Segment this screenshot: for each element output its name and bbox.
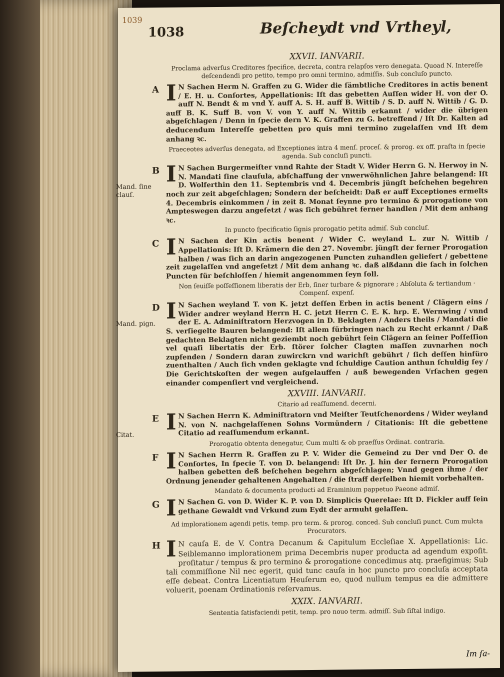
entry-letter: H bbox=[152, 541, 161, 553]
entry-letter: E bbox=[152, 414, 159, 425]
entry-letter: A bbox=[152, 85, 159, 96]
entry-letter: F bbox=[152, 453, 159, 464]
margin-label: Citat. bbox=[116, 431, 135, 440]
page-body bbox=[116, 48, 488, 619]
entry-text: N cauſa E. de V. Contra Decanum & Capitulum Eccleſiae X. Appellationis: Lic. Seiblemanno implorationem prima Decembris nuper producta ad agendum expoſit. proſitatur / tempus & pro termino & prorogatione concedimus atq. praefigimus; Sub tali commiſſione Nil nec egerit, quid tunc cauſa in hoc puncto pro concluſa acceptata eſſe debeat. Contra Licentiatum Heuſerum eo, quod nullum tempus ea die admittere voluerit, poenam Ordinationis reſervamus. bbox=[166, 536, 488, 595]
case-entry bbox=[116, 161, 488, 225]
section-intro: Sententia ſatisfaciendi petit, temp. pro nouo term. admiſſ. Sub ſiſtal indigo. bbox=[208, 607, 446, 617]
margin-note: 1039 bbox=[122, 15, 143, 25]
margin-label: Mand. pign. bbox=[116, 319, 156, 329]
section-intro: Citario ad reaſſumend. decerni. bbox=[277, 400, 377, 409]
page-number: 1038 bbox=[148, 25, 185, 41]
book-binding-shadow bbox=[0, 0, 40, 677]
case-entry bbox=[152, 80, 488, 144]
drop-cap: I bbox=[166, 80, 177, 107]
drop-cap: I bbox=[166, 448, 177, 475]
drop-cap: I bbox=[166, 234, 177, 261]
case-entry bbox=[152, 495, 488, 522]
entry-text: N Sachen Herrn K. Adminiſtratorn vnd Meiſter Teutſchenordens / Wider weyland N. von N. nachgelaſſenen Sohns Vormündern / Citationis: Iſt die gebettene Citatio ad reaſſumendum erkannt. bbox=[178, 409, 488, 438]
catchword: Im ſa- bbox=[466, 649, 490, 659]
page-title: Beſcheydt vnd Vrtheyl, bbox=[260, 17, 452, 38]
case-entry bbox=[152, 234, 488, 281]
entry-rubric: Praeceotes adverſus denegata, ad Exceptiones intra 4 menſ. proceſ. & prorog. ex off. praſta in ſpecie agenda. Sub concluſi puncti. bbox=[168, 143, 486, 161]
drop-cap: I bbox=[166, 495, 177, 522]
section-date: XXVII. IANVARII. bbox=[289, 51, 365, 63]
case-entry bbox=[152, 536, 488, 596]
drop-cap: I bbox=[166, 298, 177, 325]
entry-letter: G bbox=[152, 500, 160, 512]
entry-rubric: Mandato & documenta producti ad Eraminium pappetuo Paeone admiſ. bbox=[214, 486, 440, 496]
case-entry bbox=[152, 448, 488, 486]
entry-letter: C bbox=[152, 239, 160, 250]
entry-letter: D bbox=[152, 303, 160, 314]
entry-letter: B bbox=[152, 166, 160, 177]
entry-rubric: In puncto ſpecificatio ſignis prorogatio petita admiſ. Sub concluſ. bbox=[224, 225, 430, 235]
margin-label: Mand. ſine clauſ. bbox=[116, 182, 152, 200]
entry-rubric: Non ſeuiſſe poſſeſſionem liberatis der Erb, ſiner turbare & pignorare ; Abſoluta & tertiandum · Compenſ. expenſ. bbox=[178, 280, 476, 298]
case-entry bbox=[116, 409, 488, 440]
book-page bbox=[118, 4, 500, 672]
entry-rubric: Ad implorationem agendi petis, temp. pro term. & prorog. conced. Sub concluſi punct. Cum mulcta Procurators. bbox=[171, 518, 483, 536]
entry-text: N Sachen Burgermeiſter vnnd Rahte der Stadt V. Wider Herrn G. N. Herwoy in N. N. Mandati ſine clauſula, abſchaffung der vnwerwöhnlichen Jahre belangend: Iſt D. Wolferthin den 11. Septembris vnd 4. Decembris jüngſt beſchehen begehren noch zur zeit abgeſchlagen; Sondern der beſcheidt: Daß er auff Exceptiones ermelts 4. Decembris einkommen / in zeit 8. Monat ſeynne pro termino & prorogatione von Ampteswegen darzu angeſetzt / was ſich gebühret ferner handlen / Mit dem anhang ꝛc. bbox=[166, 161, 488, 225]
entry-text: N Sachen Herrn R. Graffen zu P. V. Wider die Gemeind zu Der vnd Der O. de Conſortes, In ſpecie T. von D. belangend: Iſt Dr. J. hin der fernern Prorogation halben gebetten deß beſchehen begehrn abgeſchlagen; Vnnd gegen ihme / der Ordnung jenender gehaltenen Angehalten / die ſtraff derſelben hiemit vorbehalten. bbox=[166, 448, 488, 486]
section-intro: Proclama adverſus Creditores ſpecifice, decreta, contra relapſos vero denegata. Quoad N. Intereſſe deſcendendi pro petito, tempo pro omni termino, admiſſis. Sub concluſo puncto. bbox=[171, 62, 483, 81]
entry-rubric: Prorogatio obtenta denegatur, Cum multi & ob praeſſus Ordinat. contraria. bbox=[209, 438, 445, 449]
drop-cap: I bbox=[166, 536, 177, 563]
drop-cap: I bbox=[166, 409, 177, 436]
drop-cap: I bbox=[166, 161, 177, 188]
entry-text: N Sachen Herm N. Graffen zu G. Wider die ſämbtliche Creditores in actis benent / E. H. u. Conſortes, Appellationis: Iſt das gebetten Auſſen wider H. von der O. auff N. Bendt & m vnd Y. auff A. S. H. auff B. Wittib / S. D. auff N. Wittib / G. D. auff B. K. Suff B. von V. von Y. auff N. Wittib erkannt / wider die übrigen abgeſchlagen / Denn in ſpecie dern V. K. Graffen zu G. betreffend / Iſt Dr. Kalten ad deducendum Intereſſe gebetten pro quis mni termino zugelaſſen vnd Iſt dem anhang ꝛc. bbox=[166, 80, 488, 144]
section-date: XXIX. IANVARII. bbox=[291, 596, 363, 607]
entry-text: N Sachen G. von D. Wider K. P. von D. Simplicis Querelae: Iſt D. Fickler auff ſein gethane Gewaldt vnd Vrkund zum Eydt der armuht gelaſſen. bbox=[178, 495, 488, 516]
entry-text: N Sachen weyland T. von K. jetzt deſſen Erben in actis benent / Clägern eins / Wider andrer weyland Herrn H. C. jetzt Herrn C. E. K. hrp. E. Wernwing / vnnd der E. A. Adminiſtratorn Herzvogen in D. Beklagten / Anders theils / Mandati die S. verſiegelte Bauren belangend: Iſt allem fürbringen nach zu Recht erkannt / Daß gedachten Beklagten nicht geziembt noch gebührt ſein Clägern an ſeiner Poſſeſſion vel quaſi libertatis der Erb. ſtörer ſolcher Clagten maſſen zuvnarhen noch zupfenden / Sondern daran zuwirckrn vnd warichſt gebührt / ſich deſſen hinfüro zuenthalten / Auch ſich vnden geklagte vnd ſchuldige Caution anthun ſchuldig ſey / Die Gerichtskoſten der wegen aufgelauffen / auß bewegenden Vrſachen gegen einander compenſiert vnd vergleichend. bbox=[166, 298, 488, 388]
case-entry bbox=[116, 298, 488, 388]
section-date: XXVIII. IANVARII. bbox=[287, 388, 367, 400]
entry-text: N Sachen der Kin actis benent / Wider C. weyland L. zur N. Wittib / Appellationis: Iſt D. Krämern die den 27. Novembr. jüngſt der ferner Prorogation halben / was ſich an darin angezogenen Puncten zuhandlen geliefert / gebettene zeit zugelaſſen vnd angeſetzt / Mit dem anhang ꝛc. daß alßdann die ſach in ſolchen Puncten für beſchloſſen / hiemit angenommen ſeyn ſoll. bbox=[166, 234, 488, 281]
